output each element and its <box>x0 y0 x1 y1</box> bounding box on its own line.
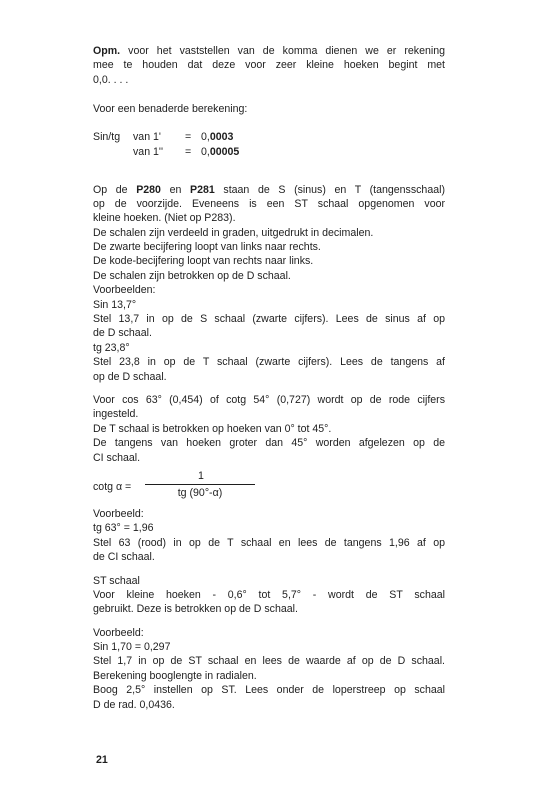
example-tangent: Voorbeeld: tg 63° = 1,96 Stel 63 (rood) in op de T schaal en lees de tangens 1,96 af op de CI schaal. <box>93 507 445 564</box>
paragraph-scales: Op de P280 en P281 staan de S (sinus) en T (tangensschaal) op de voorzijde. Eveneens is een ST schaal opgenomen voor kleine hoeken. (Niet op P283). De schalen zijn verdeeld in graden, uitgedrukt in decimalen. De zwarte becijfering loopt van links naar rechts. De kode-becijfering loopt van rechts naar links. De schalen zijn betrokken op de D schaal. Voorbeelden: Sin 13,7° Stel 13,7 in op de S schaal (zwarte cijfers). Lees de sinus af op de D schaal. tg 23,8° Stel 23,8 in op de T schaal (zwarte cijfers). Lees de tangens af op de D schaal. <box>93 183 445 383</box>
fraction-bar <box>145 484 255 485</box>
example-st: Voorbeeld: Sin 1,70 = 0,297 Stel 1,7 in op de ST schaal en lees de waarde af op de D schaal. Berekening booglengte in radialen. Boog 2,5° instellen op ST. Lees onder de loperstreep op schaal D de rad. 0,0436. <box>93 626 445 711</box>
sin-table <box>93 130 445 159</box>
formula-numerator: 1 <box>198 469 204 482</box>
formula-lhs: cotg α = <box>93 480 132 493</box>
cotg-formula <box>93 469 445 505</box>
benaderde-heading: Voor een benaderde berekening: <box>93 102 248 115</box>
formula-denominator: tg (90°-α) <box>177 486 223 499</box>
sin-row: Sin/tg van 1' = 0,0003 <box>93 131 234 144</box>
sin-row: van 1'' = 0,00005 <box>133 145 240 158</box>
paragraph-st-scale: ST schaal Voor kleine hoeken - 0,6° tot 5,7° - wordt de ST schaal gebruikt. Deze is betrokken op de D schaal. <box>93 574 445 616</box>
opm-label: Opm. <box>93 45 121 57</box>
document-page <box>93 44 445 712</box>
page-number: 21 <box>96 754 108 766</box>
opm-note: Opm. voor het vaststellen van de komma dienen we er rekening mee te houden dat deze voor zeer kleine hoeken begint met 0,0. . . . <box>93 45 445 86</box>
paragraph-cotangent: Voor cos 63° (0,454) of cotg 54° (0,727) wordt op de rode cijfers ingesteld. De T schaal is betrokken op hoeken van 0° tot 45°. De tangens van hoeken groter dan 45° worden afgelezen op de CI schaal. <box>93 393 445 464</box>
